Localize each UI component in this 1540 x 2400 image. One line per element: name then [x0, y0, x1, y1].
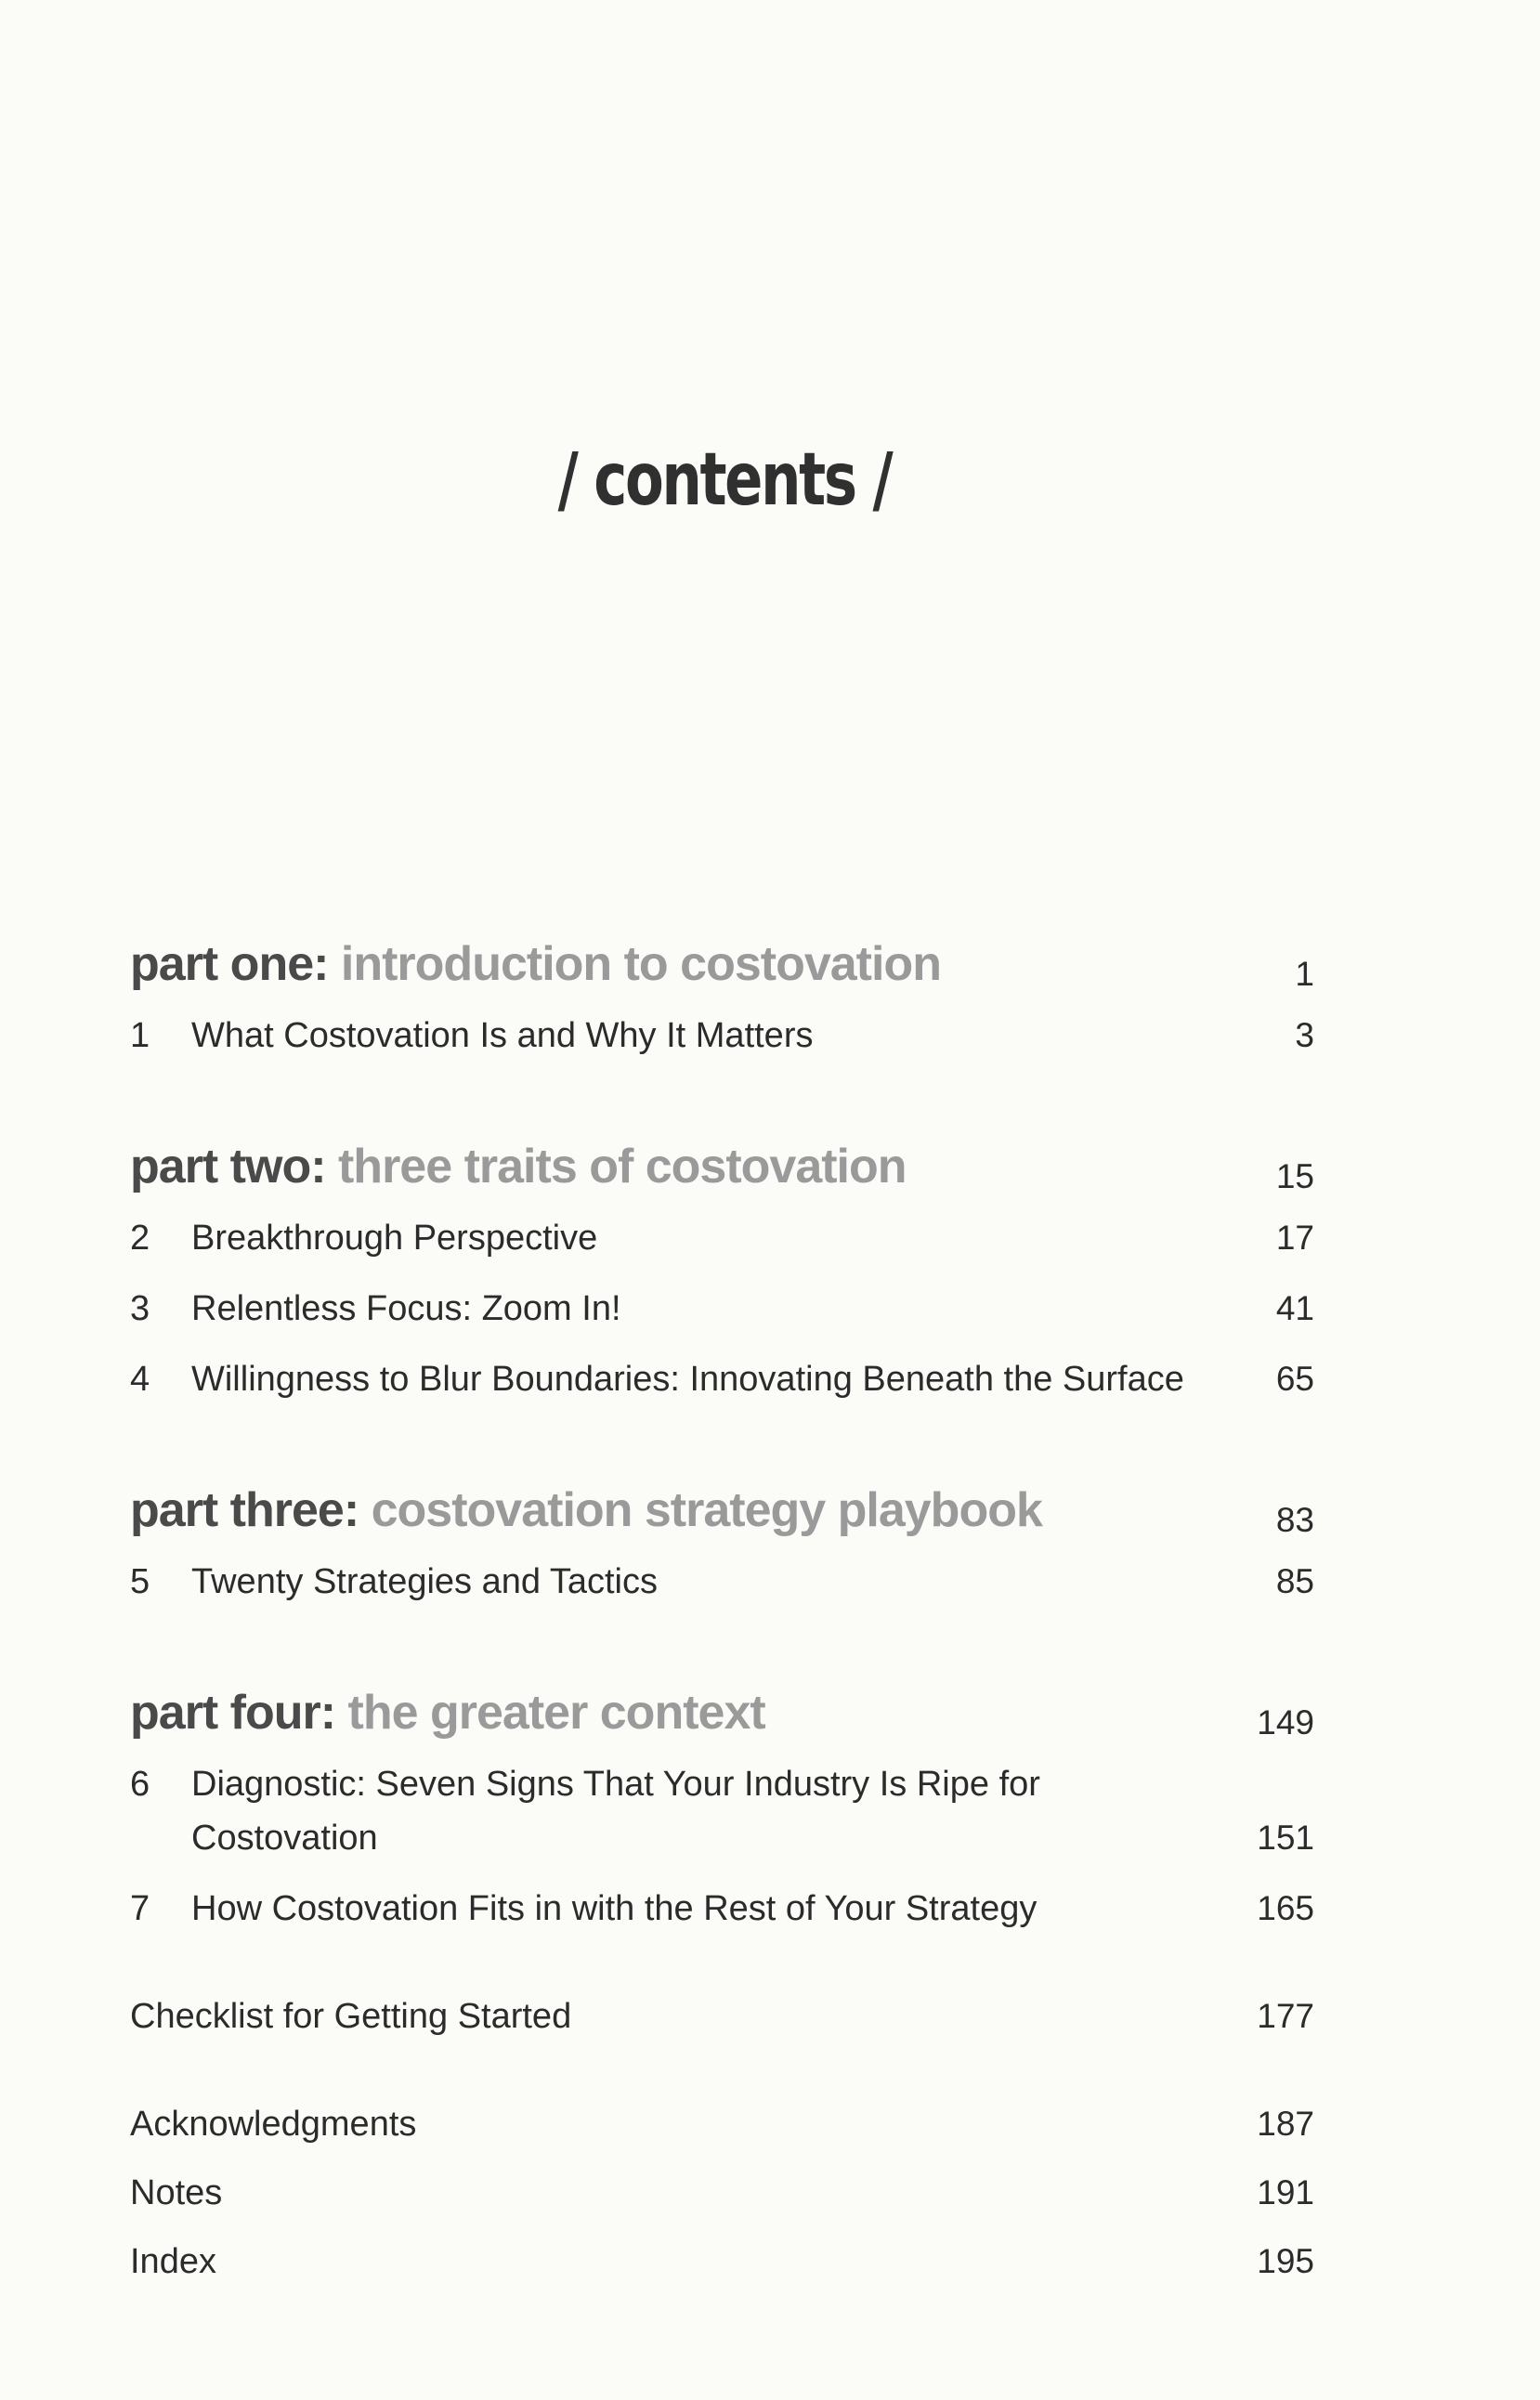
chapter-entry[interactable]	[130, 1352, 1314, 1406]
table-of-contents	[130, 920, 1314, 2289]
page-number: 83	[1275, 1501, 1314, 1539]
page-number: 195	[1257, 2242, 1314, 2280]
entry-title: Notes	[130, 2173, 223, 2212]
chapter-title: Twenty Strategies and Tactics	[191, 1562, 658, 1601]
checklist-entry[interactable]	[130, 1989, 1314, 2043]
page-number: 187	[1257, 2105, 1314, 2143]
part-heading-four[interactable]	[130, 1668, 1314, 1741]
back-matter-entry[interactable]	[130, 2235, 1314, 2289]
page-number: 15	[1275, 1157, 1314, 1195]
part-title: costovation strategy playbook	[371, 1483, 1042, 1537]
chapter-entry[interactable]	[130, 1009, 1314, 1063]
chapter-number: 1	[130, 1016, 150, 1055]
entry-title: Index	[130, 2242, 216, 2281]
page-number: 1	[1295, 955, 1314, 993]
page-number: 149	[1257, 1703, 1314, 1741]
page-number: 165	[1257, 1889, 1314, 1927]
chapter-title: How Costovation Fits in with the Rest of Your Strategy	[191, 1889, 1038, 1928]
page-number: 17	[1275, 1219, 1314, 1257]
chapter-number: 5	[130, 1562, 150, 1601]
chapter-entry[interactable]	[130, 1211, 1314, 1265]
chapter-number: 2	[130, 1219, 150, 1258]
page-number: 41	[1275, 1289, 1314, 1327]
part-label: part two:	[130, 1140, 326, 1193]
page-title: / contents /	[557, 438, 892, 522]
part-heading-three[interactable]	[130, 1466, 1314, 1538]
chapter-entry[interactable]	[130, 1882, 1314, 1936]
entry-title: Acknowledgments	[130, 2105, 417, 2144]
chapter-title: Breakthrough Perspective	[191, 1219, 598, 1258]
entry-title: Checklist for Getting Started	[130, 1997, 572, 2036]
part-title: the greater context	[347, 1686, 765, 1740]
page-number: 65	[1275, 1360, 1314, 1398]
chapter-title: Willingness to Blur Boundaries: Innovating Beneath the Surface	[191, 1360, 1184, 1399]
page-number: 3	[1295, 1016, 1314, 1054]
part-label: part one:	[130, 937, 329, 991]
part-heading-one[interactable]	[130, 920, 1314, 992]
back-matter-entry[interactable]	[130, 2097, 1314, 2151]
chapter-title: Diagnostic: Seven Signs That Your Industry Is Ripe for Costovation	[191, 1765, 1040, 1858]
chapter-number: 6	[130, 1765, 150, 1804]
page-number: 151	[1257, 1819, 1314, 1857]
part-title: three traits of costovation	[337, 1140, 907, 1193]
chapter-title: What Costovation Is and Why It Matters	[191, 1016, 814, 1055]
chapter-number: 3	[130, 1289, 150, 1328]
chapter-number: 4	[130, 1360, 150, 1399]
chapter-number: 7	[130, 1889, 150, 1928]
chapter-entry[interactable]	[130, 1757, 1314, 1865]
chapter-title: Relentless Focus: Zoom In!	[191, 1289, 621, 1328]
back-matter-entry[interactable]	[130, 2166, 1314, 2220]
chapter-entry[interactable]	[130, 1282, 1314, 1336]
part-label: part three:	[130, 1483, 359, 1537]
page-number: 177	[1257, 1997, 1314, 2035]
chapter-entry[interactable]	[130, 1555, 1314, 1609]
part-label: part four:	[130, 1686, 336, 1740]
part-title: introduction to costovation	[340, 937, 941, 991]
page-number: 85	[1275, 1562, 1314, 1600]
part-heading-two[interactable]	[130, 1122, 1314, 1194]
page-number: 191	[1257, 2173, 1314, 2211]
